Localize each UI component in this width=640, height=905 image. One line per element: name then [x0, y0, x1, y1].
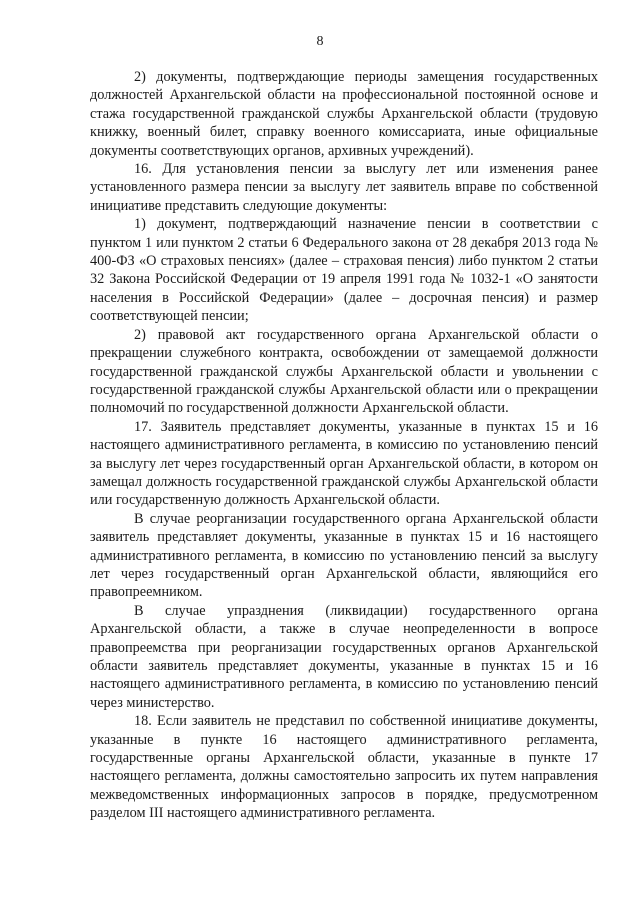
paragraph-liquidation: В случае упразднения (ликвидации) государственного органа Архангельской области, а также в случае неопределенности в вопросе правопреемства при реорганизации государственных органов Архангельской области заявитель представляет документы, указанные в пунктах 15 и 16 настоящего административного регламента, в комиссию по установлению пенсий через министерство.	[90, 602, 598, 711]
document-body	[90, 68, 598, 823]
page-number: 8	[316, 34, 324, 49]
paragraph-clause-16: 16. Для установления пенсии за выслугу лет или изменения ранее установленного размера пенсии за выслугу лет заявитель вправе по собственной инициативе представить следующие документы:	[90, 161, 598, 214]
paragraph-clause-18: 18. Если заявитель не представил по собственной инициативе документы, указанные в пункте 16 настоящего административного регламента, государственные органы Архангельской области, указанные в пункте 17 настоящего регламента, должны самостоятельно запросить их путем направления межведомственных информационных запросов в порядке, предусмотренном разделом III настоящего административного регламента.	[90, 713, 598, 822]
paragraph-reorganization: В случае реорганизации государственного органа Архангельской области заявитель представляет документы, указанные в пунктах 15 и 16 настоящего административного регламента, в комиссию по установлению пенсий за выслугу лет через государственный орган Архангельской области, являющийся его правопреемником.	[90, 510, 598, 601]
paragraph-clause-16-item-2: 2) правовой акт государственного органа Архангельской области о прекращении служебного контракта, освобождении от замещаемой должности государственной гражданской службы Архангельской области и увольнении с государственной гражданской службы Архангельской области или о прекращении полномочий по государственной должности Архангельской области.	[90, 326, 598, 417]
paragraph-clause-16-item-1: 1) документ, подтверждающий назначение пенсии в соответствии с пунктом 1 или пунктом 2 статьи 6 Федерального закона от 28 декабря 2013 года № 400-ФЗ «О страховых пенсиях» (далее – страховая пенсия) либо пунктом 2 статьи 32 Закона Российской Федерации от 19 апреля 1991 года № 1032-1 «О занятости населения в Российской Федерации» (далее – досрочная пенсия) и размер соответствующей пенсии;	[90, 216, 598, 325]
paragraph-documents-periods: 2) документы, подтверждающие периоды замещения государственных должностей Архангельской области на профессиональной постоянной основе и стажа государственной гражданской службы Архангельской области (трудовую книжку, военный билет, справку военного комиссариата, иные официальные документы соответствующих органов, архивных учреждений).	[90, 69, 598, 159]
paragraph-clause-17: 17. Заявитель представляет документы, указанные в пунктах 15 и 16 настоящего административного регламента, в комиссию по установлению пенсий за выслугу лет через государственный орган Архангельской области, в котором он замещал должность государственной гражданской службы Архангельской области или государственную должность Архангельской области.	[90, 418, 598, 509]
